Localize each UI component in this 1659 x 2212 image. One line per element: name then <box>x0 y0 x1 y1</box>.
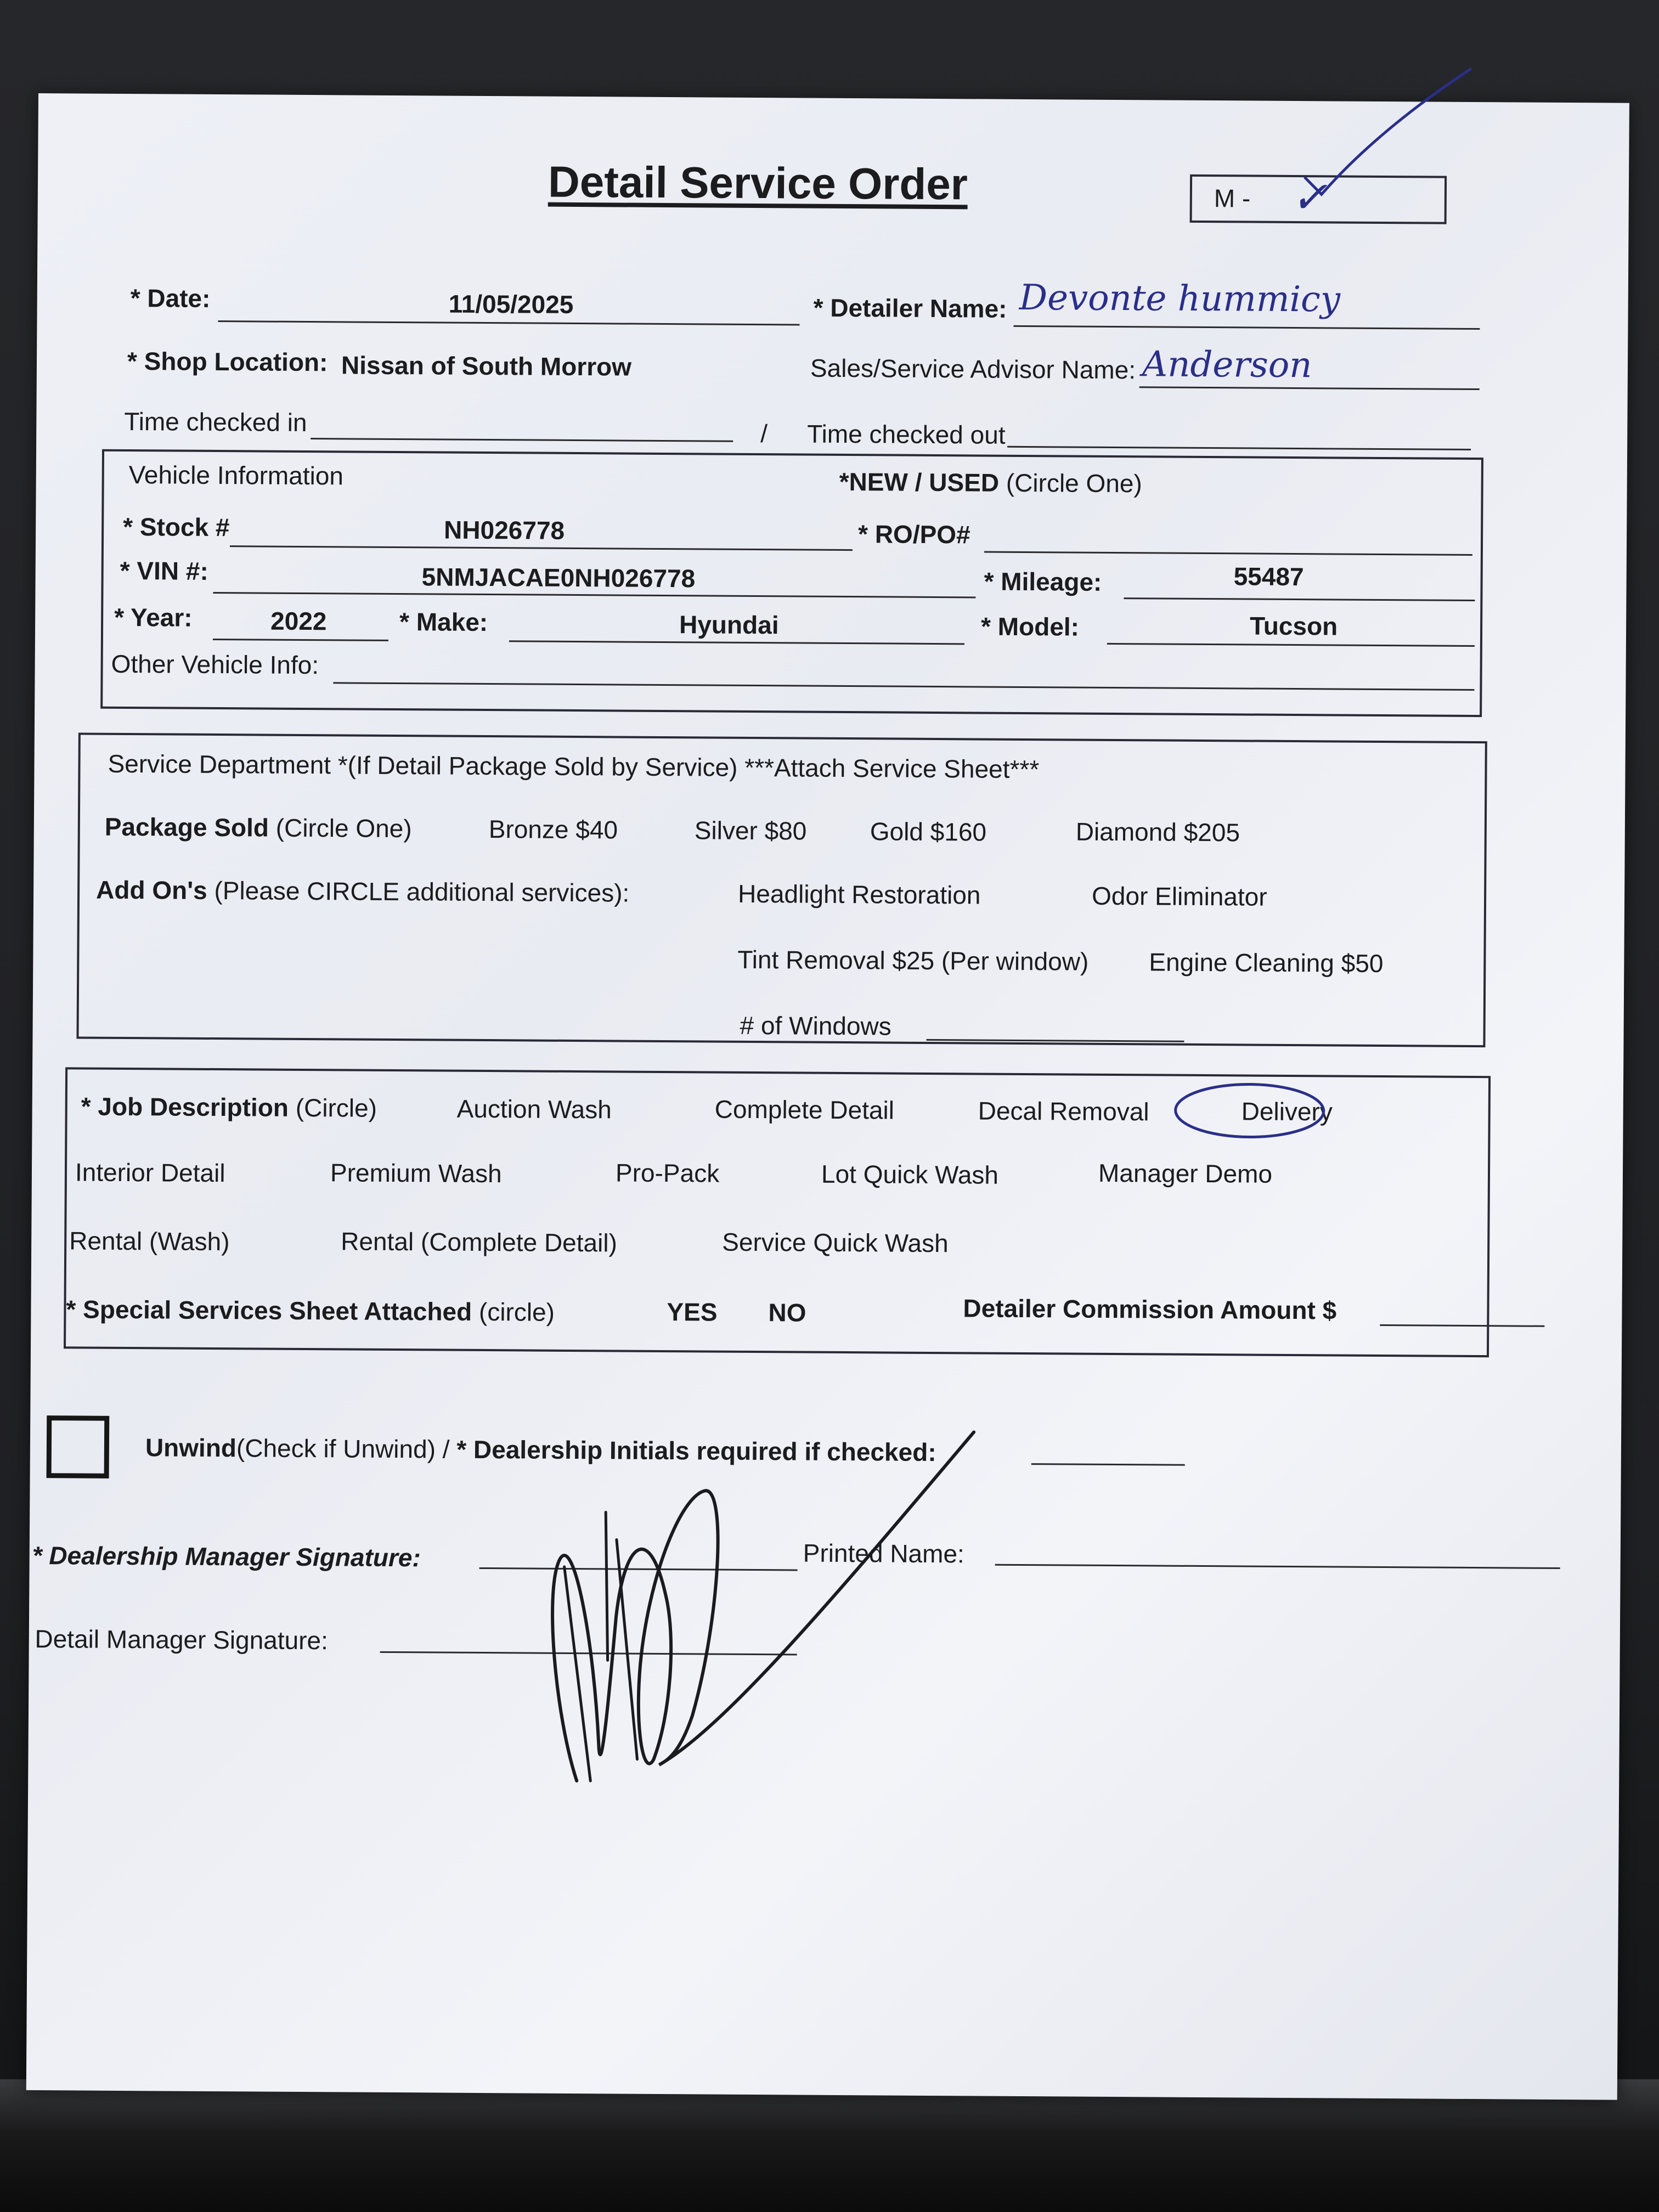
addons-field <box>96 875 629 908</box>
addons-label: Add On's <box>95 875 207 905</box>
package-sold-hint: (Circle One) <box>275 813 412 843</box>
time-out-line[interactable] <box>1007 446 1471 450</box>
special-yes-option[interactable]: YES <box>667 1297 718 1327</box>
job-option[interactable]: Rental (Complete Detail) <box>341 1227 618 1257</box>
model-value: Tucson <box>1249 611 1338 641</box>
vin-label: * VIN #: <box>120 556 208 585</box>
job-option[interactable]: Rental (Wash) <box>69 1226 230 1256</box>
special-services-label: * Special Services Sheet Attached <box>66 1295 472 1326</box>
other-vehicle-line[interactable] <box>333 682 1474 691</box>
advisor-name-value: Anderson <box>1142 344 1312 386</box>
addon-option[interactable]: Odor Eliminator <box>1091 881 1267 911</box>
new-used-hint: (Circle One) <box>1006 468 1142 498</box>
form-sheet <box>18 93 1629 2100</box>
make-label: * Make: <box>399 607 488 637</box>
commission-line[interactable] <box>1380 1324 1544 1327</box>
time-in-line[interactable] <box>311 438 733 442</box>
job-option[interactable]: Manager Demo <box>1098 1158 1273 1188</box>
time-in-label: Time checked in <box>124 407 307 437</box>
initials-label: * Dealership Initials required if checked: <box>456 1435 936 1467</box>
printed-name-line[interactable] <box>995 1564 1560 1569</box>
special-no-option[interactable]: NO <box>768 1298 806 1327</box>
detailer-name-value: Devonte hummicy <box>1019 277 1341 320</box>
m-number-label: M - <box>1214 184 1251 213</box>
job-description-section <box>64 1067 1491 1357</box>
detailer-name-label: * Detailer Name: <box>813 293 1007 323</box>
form-title: Detail Service Order <box>548 157 968 209</box>
windows-label: # of Windows <box>740 1011 891 1041</box>
shop-location-value: Nissan of South Morrow <box>341 351 632 381</box>
ropo-label: * RO/PO# <box>857 520 970 549</box>
job-description-label: * Job Description <box>81 1092 289 1122</box>
commission-label: Detailer Commission Amount $ <box>963 1294 1337 1325</box>
unwind-checkbox[interactable] <box>47 1415 110 1479</box>
vehicle-info-heading: Vehicle Information <box>128 460 344 490</box>
vehicle-info-section <box>100 449 1483 717</box>
service-department-section <box>76 732 1487 1047</box>
job-option[interactable]: Interior Detail <box>75 1158 225 1188</box>
job-option[interactable]: Premium Wash <box>330 1158 502 1188</box>
job-description-hint: (Circle) <box>295 1093 377 1122</box>
make-value: Hyundai <box>679 610 779 640</box>
vin-line[interactable] <box>213 592 975 598</box>
m-box-check-stroke <box>1294 63 1476 206</box>
unwind-label: Unwind <box>145 1433 237 1463</box>
delivery-circle-mark <box>1164 1076 1329 1149</box>
service-heading: Service Department *(If Detail Package Sold by Service) ***Attach Service Sheet*** <box>108 749 1040 784</box>
package-option[interactable]: Silver $80 <box>694 816 807 845</box>
job-option[interactable]: Complete Detail <box>714 1094 895 1125</box>
mileage-value: 55487 <box>1233 562 1304 591</box>
shop-location-label: * Shop Location: <box>127 346 328 377</box>
package-option[interactable]: Diamond $205 <box>1075 817 1240 847</box>
dealership-manager-signature-label: * Dealership Manager Signature: <box>32 1541 421 1572</box>
job-option[interactable]: Auction Wash <box>456 1094 612 1124</box>
stock-label: * Stock # <box>123 512 230 542</box>
table-edge <box>0 2079 1659 2212</box>
special-services-field <box>66 1294 555 1327</box>
date-value: 11/05/2025 <box>448 289 574 319</box>
detail-manager-signature-label: * Detail Manager Signature: <box>18 1624 329 1655</box>
job-option[interactable]: Lot Quick Wash <box>821 1159 999 1189</box>
addons-hint: (Please CIRCLE additional services): <box>214 876 630 907</box>
date-label: * Date: <box>130 284 211 313</box>
job-option[interactable]: Service Quick Wash <box>722 1227 949 1258</box>
job-description-field <box>81 1092 377 1123</box>
unwind-hint: (Check if Unwind) / <box>236 1434 457 1464</box>
initials-line[interactable] <box>1031 1463 1185 1466</box>
manager-signature-scribble <box>505 1330 1002 1827</box>
addon-option[interactable]: Headlight Restoration <box>737 879 981 910</box>
year-label: * Year: <box>114 602 193 632</box>
package-sold-field <box>105 812 412 843</box>
advisor-name-line[interactable] <box>1139 386 1480 390</box>
m-number-checkmark: ✓ <box>1290 171 1328 223</box>
detailer-name-line[interactable] <box>1013 325 1480 330</box>
new-used-field[interactable] <box>839 467 1142 498</box>
ropo-line[interactable] <box>984 551 1472 556</box>
model-line[interactable] <box>1107 643 1475 647</box>
date-line[interactable] <box>218 320 799 325</box>
year-value: 2022 <box>270 606 327 636</box>
job-option-selected[interactable]: Delivery <box>1241 1097 1333 1126</box>
year-line[interactable] <box>213 639 388 641</box>
advisor-name-label: Sales/Service Advisor Name: <box>810 353 1136 385</box>
job-option[interactable]: Pro-Pack <box>615 1158 720 1188</box>
stock-value: NH026778 <box>443 515 565 545</box>
addon-option[interactable]: Tint Removal $25 (Per window) <box>737 945 1089 976</box>
vin-value: 5NMJACAE0NH026778 <box>421 562 696 593</box>
stock-line[interactable] <box>230 545 853 551</box>
time-out-label: Time checked out <box>807 419 1006 449</box>
mileage-line[interactable] <box>1124 597 1475 601</box>
make-line[interactable] <box>509 640 964 645</box>
special-services-hint: (circle) <box>478 1297 555 1327</box>
addon-option[interactable]: Engine Cleaning $50 <box>1149 947 1384 978</box>
package-option[interactable]: Gold $160 <box>870 817 987 847</box>
printed-name-label: Printed Name: <box>803 1538 964 1568</box>
time-separator: / <box>760 419 768 448</box>
other-vehicle-label: Other Vehicle Info: <box>111 649 319 680</box>
model-label: * Model: <box>980 612 1080 641</box>
job-option[interactable]: Decal Removal <box>978 1096 1149 1126</box>
package-option[interactable]: Bronze $40 <box>488 815 618 844</box>
package-sold-label: Package Sold <box>104 812 269 842</box>
new-used-label: *NEW / USED <box>839 467 1000 497</box>
windows-line[interactable] <box>926 1039 1184 1042</box>
mileage-label: * Mileage: <box>984 567 1102 596</box>
